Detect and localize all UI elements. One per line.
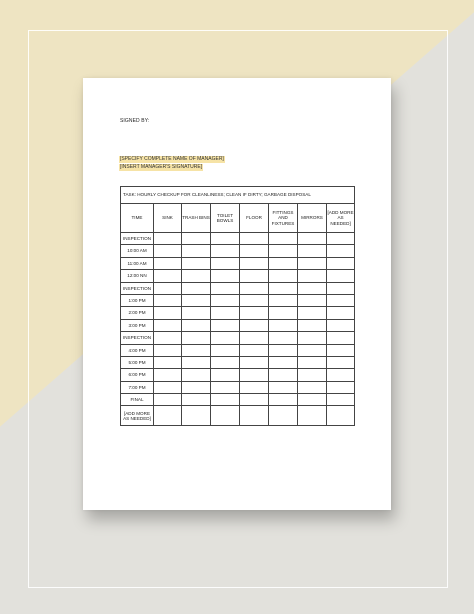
table-cell <box>327 319 355 331</box>
table-cell <box>327 270 355 282</box>
table-body <box>121 233 355 426</box>
table-cell <box>154 356 182 368</box>
table-cell <box>211 270 240 282</box>
table-cell <box>269 394 298 406</box>
table-cell <box>211 369 240 381</box>
column-header-trash-bins: TRASH BINS <box>182 204 211 233</box>
table-cell <box>211 344 240 356</box>
table-cell <box>182 307 211 319</box>
table-cell <box>327 381 355 393</box>
table-cell <box>211 381 240 393</box>
table-cell <box>211 332 240 344</box>
table-cell <box>154 344 182 356</box>
table-cell <box>327 356 355 368</box>
table-cell <box>298 319 327 331</box>
table-cell <box>240 282 269 294</box>
table-cell <box>240 319 269 331</box>
table-cell <box>154 270 182 282</box>
row-time-label: 12:00 NN <box>121 270 154 282</box>
column-header-fittings-fixtures: FITTINGS AND FIXTURES <box>269 204 298 233</box>
table-row <box>121 381 355 393</box>
row-time-label: INSPECTION <box>121 233 154 245</box>
column-header-mirrors: MIRRORS <box>298 204 327 233</box>
table-cell <box>298 356 327 368</box>
table-cell <box>240 406 269 426</box>
table-cell <box>182 332 211 344</box>
column-header-sink: SINK <box>154 204 182 233</box>
table-cell <box>298 245 327 257</box>
table-cell <box>182 319 211 331</box>
table-cell <box>240 245 269 257</box>
table-cell <box>269 245 298 257</box>
signed-by-label: SIGNED BY: <box>120 118 150 124</box>
table-cell <box>269 356 298 368</box>
table-cell <box>327 233 355 245</box>
table-cell <box>327 406 355 426</box>
table-cell <box>240 307 269 319</box>
row-time-label: [ADD MORE AS NEEDED] <box>121 406 154 426</box>
row-time-label: FINAL <box>121 394 154 406</box>
table-cell <box>240 233 269 245</box>
table-cell <box>182 257 211 269</box>
table-cell <box>327 332 355 344</box>
table-cell <box>154 319 182 331</box>
table-cell <box>298 394 327 406</box>
table-row <box>121 233 355 245</box>
table-cell <box>298 369 327 381</box>
table-cell <box>240 257 269 269</box>
table-cell <box>240 344 269 356</box>
table-cell <box>269 270 298 282</box>
table-cell <box>298 270 327 282</box>
task-row <box>121 187 355 204</box>
table-row <box>121 294 355 306</box>
table-row <box>121 344 355 356</box>
table-cell <box>211 282 240 294</box>
table-cell <box>211 257 240 269</box>
table-cell <box>211 356 240 368</box>
table-cell <box>327 294 355 306</box>
table-cell <box>154 394 182 406</box>
table-cell <box>327 394 355 406</box>
table-cell <box>269 307 298 319</box>
manager-signature-placeholder: [INSERT MANAGER'S SIGNATURE] <box>120 164 203 170</box>
table-cell <box>182 344 211 356</box>
table-cell <box>298 406 327 426</box>
task-description: TASK: HOURLY CHECKUP FOR CLEANLINESS; CLEAN IF DIRTY; GARBAGE DISPOSAL <box>121 187 355 204</box>
table-cell <box>298 282 327 294</box>
table-cell <box>269 294 298 306</box>
table-cell <box>298 381 327 393</box>
table-cell <box>211 307 240 319</box>
table-row <box>121 257 355 269</box>
table-cell <box>298 332 327 344</box>
table-cell <box>327 257 355 269</box>
row-time-label: 1:00 PM <box>121 294 154 306</box>
row-time-label: 3:00 PM <box>121 319 154 331</box>
table-cell <box>298 307 327 319</box>
table-cell <box>154 381 182 393</box>
table-cell <box>154 257 182 269</box>
table-cell <box>269 257 298 269</box>
table-cell <box>240 294 269 306</box>
table-cell <box>298 344 327 356</box>
row-time-label: 7:00 PM <box>121 381 154 393</box>
header-row <box>121 204 355 233</box>
table-cell <box>269 233 298 245</box>
table-cell <box>269 344 298 356</box>
table-cell <box>327 245 355 257</box>
table-cell <box>211 233 240 245</box>
table-cell <box>182 270 211 282</box>
column-header-toilet-bowls: TOILET BOWLS <box>211 204 240 233</box>
table-row <box>121 369 355 381</box>
row-time-label: 2:00 PM <box>121 307 154 319</box>
table-cell <box>211 319 240 331</box>
table-cell <box>240 270 269 282</box>
table-cell <box>182 245 211 257</box>
table-cell <box>269 406 298 426</box>
table-cell <box>327 369 355 381</box>
table-cell <box>269 381 298 393</box>
table-cell <box>298 257 327 269</box>
column-header-floor: FLOOR <box>240 204 269 233</box>
table-cell <box>211 394 240 406</box>
table-cell <box>182 282 211 294</box>
row-time-label: 6:00 PM <box>121 369 154 381</box>
table-row <box>121 406 355 426</box>
table-cell <box>240 332 269 344</box>
table-cell <box>298 233 327 245</box>
table-cell <box>211 245 240 257</box>
document-page <box>83 78 391 510</box>
column-header-time: TIME <box>121 204 154 233</box>
table-cell <box>298 294 327 306</box>
table-cell <box>154 233 182 245</box>
row-time-label: 4:00 PM <box>121 344 154 356</box>
row-time-label: INSPECTION <box>121 282 154 294</box>
table-cell <box>327 282 355 294</box>
table-row <box>121 270 355 282</box>
cleaning-log-table <box>120 186 355 426</box>
table-cell <box>269 332 298 344</box>
table-row <box>121 307 355 319</box>
table-cell <box>269 282 298 294</box>
table-cell <box>327 307 355 319</box>
table-cell <box>154 307 182 319</box>
row-time-label: 11:00 AM <box>121 257 154 269</box>
row-time-label: INSPECTION <box>121 332 154 344</box>
table-cell <box>211 406 240 426</box>
table-cell <box>154 282 182 294</box>
table-cell <box>154 369 182 381</box>
table-cell <box>182 406 211 426</box>
table-cell <box>269 369 298 381</box>
table-cell <box>240 369 269 381</box>
table-cell <box>240 394 269 406</box>
table-cell <box>182 356 211 368</box>
table-cell <box>182 369 211 381</box>
row-time-label: 10:00 AM <box>121 245 154 257</box>
table-cell <box>240 356 269 368</box>
table-cell <box>154 406 182 426</box>
table-cell <box>182 233 211 245</box>
table-cell <box>154 245 182 257</box>
table-cell <box>240 381 269 393</box>
table-row <box>121 332 355 344</box>
table-cell <box>182 394 211 406</box>
table-cell <box>182 294 211 306</box>
table-row <box>121 319 355 331</box>
table-cell <box>211 294 240 306</box>
table-cell <box>154 332 182 344</box>
table-row <box>121 356 355 368</box>
manager-name-placeholder: [SPECIFY COMPLETE NAME OF MANAGER] <box>120 156 224 162</box>
table-cell <box>154 294 182 306</box>
table-cell <box>182 381 211 393</box>
table-row <box>121 282 355 294</box>
table-cell <box>327 344 355 356</box>
table-row <box>121 394 355 406</box>
table-cell <box>269 319 298 331</box>
table-row <box>121 245 355 257</box>
column-header-add-more: [ADD MORE AS NEEDED] <box>327 204 355 233</box>
row-time-label: 5:00 PM <box>121 356 154 368</box>
